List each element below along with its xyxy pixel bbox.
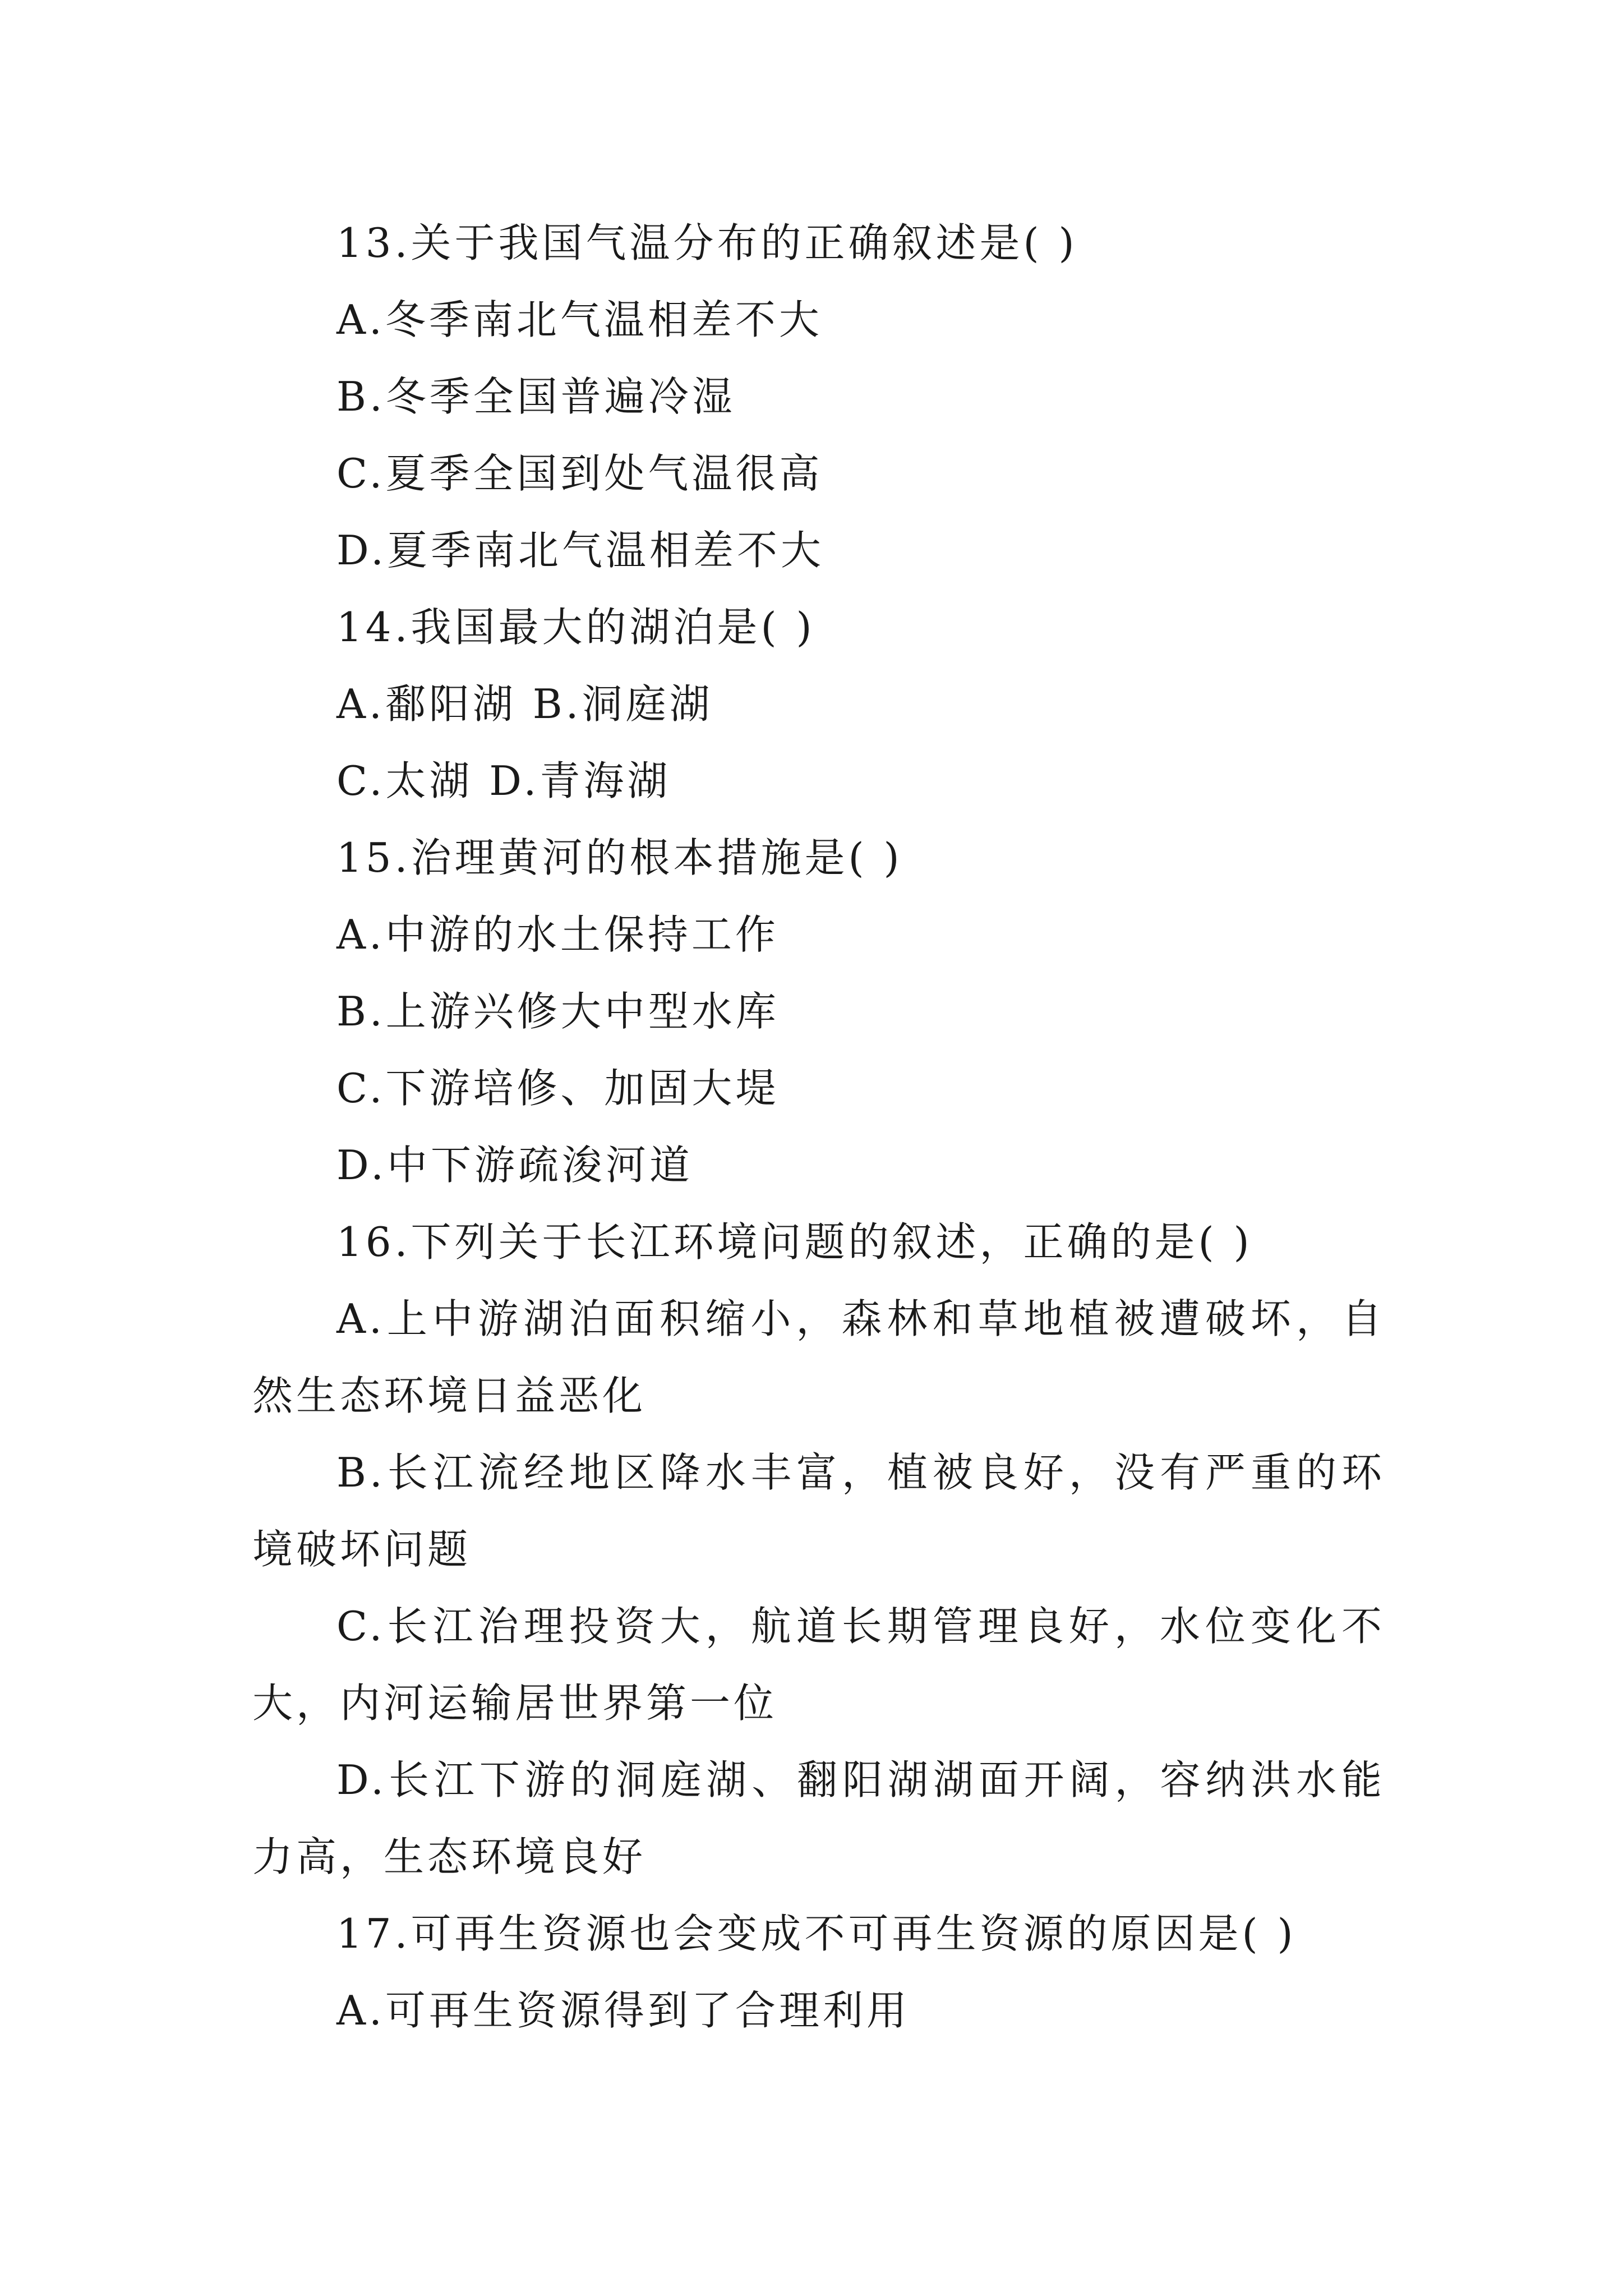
question-17-stem: 17.可再生资源也会变成不可再生资源的原因是( )	[336, 1910, 1297, 1957]
question-15-option-d: D.中下游疏浚河道	[336, 1142, 694, 1189]
question-15-option-b: B.上游兴修大中型水库	[336, 988, 780, 1035]
question-13-option-a: A.冬季南北气温相差不大	[336, 296, 823, 343]
question-16-option-b: B.长江流经地区降水丰富，植被良好，没有严重的环境破坏问题	[252, 1449, 1385, 1573]
question-16-option-d: D.长江下游的洞庭湖、翻阳湖湖面开阔，容纳洪水能力高，生态环境良好	[252, 1756, 1385, 1880]
question-list	[252, 205, 1385, 2049]
question-13-option-c: C.夏季全国到处气温很高	[336, 450, 823, 497]
question-15-stem: 15.治理黄河的根本措施是( )	[336, 834, 903, 881]
question-16-option-c: C.长江治理投资大，航道长期管理良好，水位变化不大，内河运输居世界第一位	[252, 1603, 1385, 1727]
question-15-option-a: A.中游的水土保持工作	[336, 911, 779, 958]
question-16-stem: 16.下列关于长江环境问题的叙述，正确的是( )	[336, 1218, 1253, 1266]
question-17-option-a: A.可再生资源得到了合理利用	[336, 1987, 910, 2034]
question-16-option-a: A.上中游湖泊面积缩小，森林和草地植被遭破坏，自然生态环境日益恶化	[252, 1295, 1385, 1419]
question-13-stem: 13.关于我国气温分布的正确叙述是( )	[336, 219, 1078, 266]
question-13-option-b: B.冬季全国普遍冷湿	[336, 373, 736, 420]
question-14-options-cd: C.太湖 D.青海湖	[336, 757, 671, 804]
question-15-option-c: C.下游培修、加固大堤	[336, 1065, 780, 1112]
question-14-options-ab: A.鄱阳湖 B.洞庭湖	[336, 680, 713, 728]
question-13-option-d: D.夏季南北气温相差不大	[336, 527, 825, 574]
question-14-stem: 14.我国最大的湖泊是( )	[336, 604, 815, 651]
